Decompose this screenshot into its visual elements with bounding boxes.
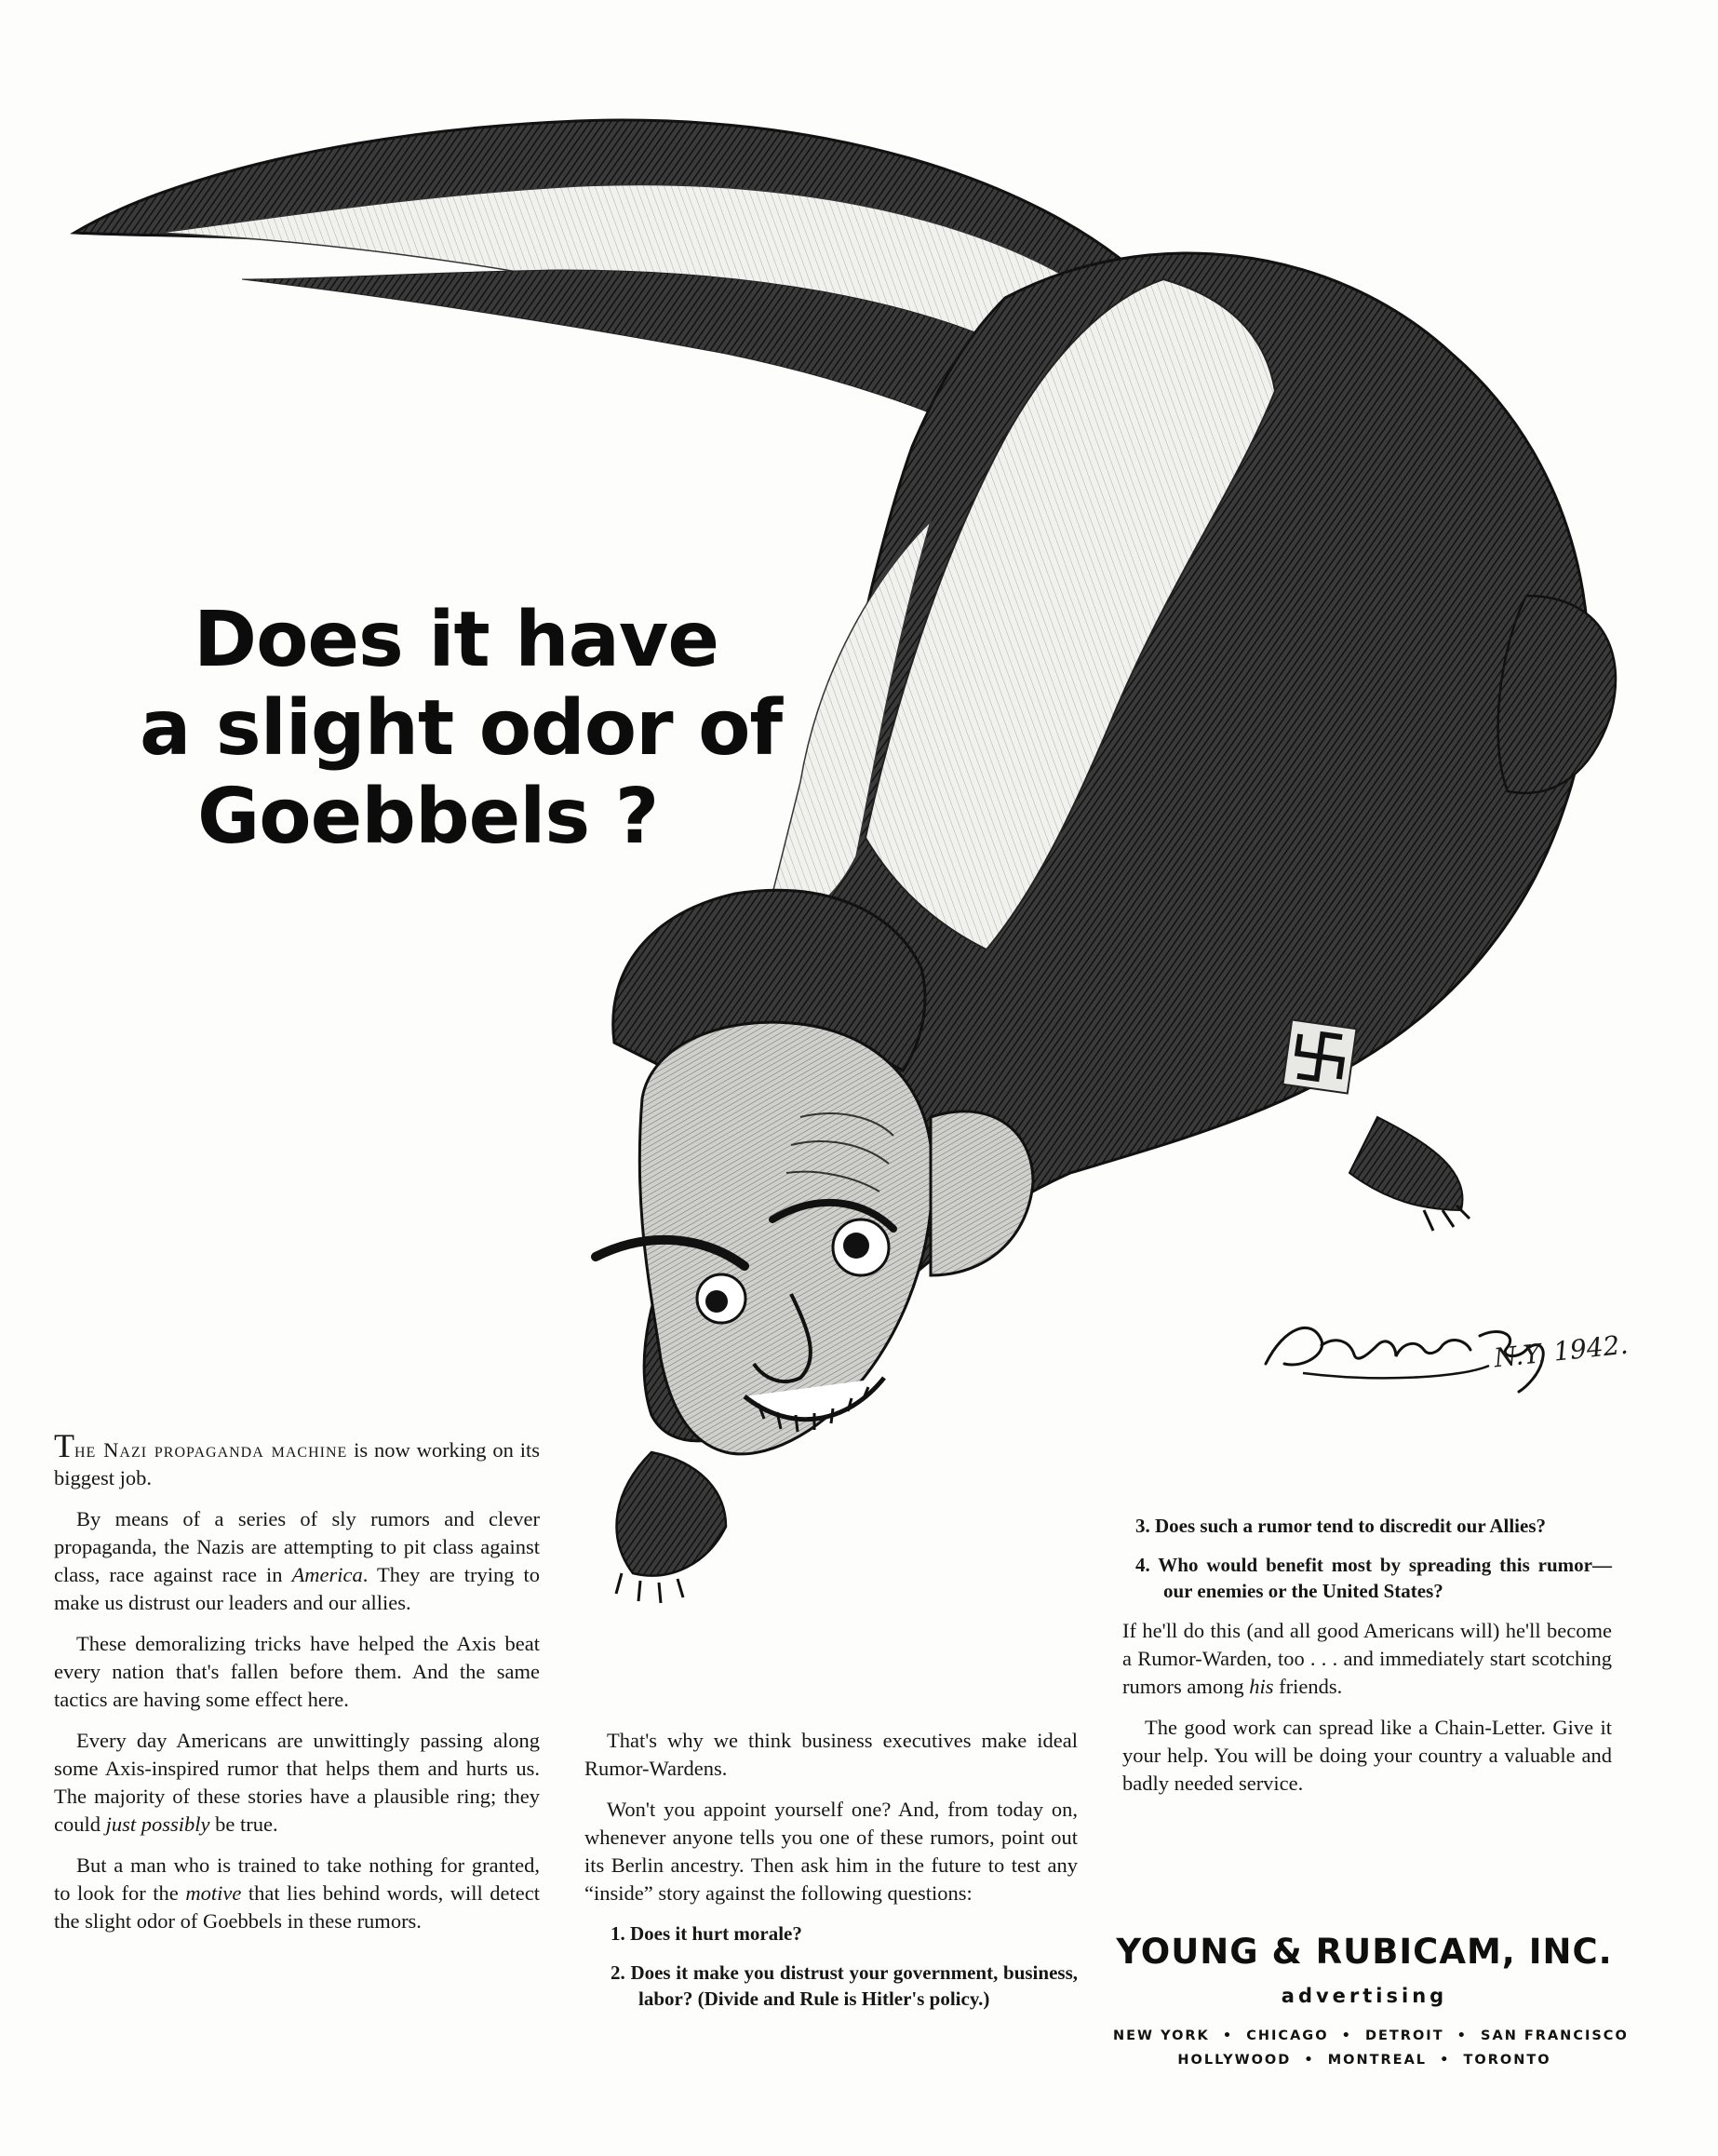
signature-date: N.Y. 1942.: [1492, 1328, 1630, 1374]
paragraph: The good work can spread like a Chain-Letter. Give it your help. You will be doing your country a valuable and badly needed service.: [1122, 1716, 1612, 1795]
text-run: . They are trying to make us distrust our leaders and our allies.: [54, 1563, 540, 1614]
question-2: 2. Does it make you distrust your government, business, labor? (Divide and Rule is Hitler's policy.): [611, 1961, 1078, 2010]
question-4: 4. Who would benefit most by spreading this rumor—our enemies or the United States?: [1135, 1554, 1612, 1602]
emphasis: just possibly: [105, 1812, 210, 1836]
agency-name: YOUNG & RUBICAM, INC.: [1116, 1932, 1613, 1972]
headline-line-3: Goebbels ?: [197, 773, 659, 862]
agency-cities: [1113, 2024, 1629, 2072]
text-run: that lies behind words, will detect the slight odor of Goebbels in these rumors.: [54, 1881, 541, 1933]
body-column-3: [1122, 1513, 1612, 1811]
agency-block: [1113, 1932, 1629, 2072]
text-run: By means of a series of sly rumors and clever propaganda, the Nazis are attempting to pit class against class, race against race in: [54, 1507, 540, 1586]
question-1: 1. Does it hurt morale?: [611, 1922, 802, 1945]
cities-line-1: NEW YORK • CHICAGO • DETROIT • SAN FRANCISCO: [1113, 2028, 1629, 2043]
text-run: But a man who is trained to take nothing for granted, to look for the: [54, 1853, 540, 1905]
question-3: 3. Does such a rumor tend to discredit our Allies?: [1135, 1515, 1547, 1537]
emphasis: motive: [185, 1881, 242, 1905]
lead-smallcaps: he Nazi propaganda machine: [74, 1438, 348, 1462]
headline-line-2: a slight odor of: [140, 684, 783, 774]
paragraph: [54, 1852, 540, 1935]
cities-line-2: HOLLYWOOD • MONTREAL • TORONTO: [1177, 2053, 1551, 2068]
paragraph: [1122, 1617, 1612, 1701]
text-run: be true.: [209, 1812, 278, 1836]
lead-rest: is now working on its biggest job.: [54, 1438, 540, 1489]
paragraph: [54, 1505, 540, 1617]
body-column-2: [584, 1727, 1078, 2025]
swastika-icon: [1282, 1019, 1356, 1093]
agency-subtitle: advertising: [1281, 1985, 1448, 2007]
lead-paragraph: [54, 1427, 540, 1492]
paragraph: These demoralizing tricks have helped the Axis beat every nation that's fallen before them. And the same tactics are having some effect here.: [54, 1632, 540, 1711]
emphasis: America: [291, 1563, 363, 1586]
text-run: Every day Americans are unwittingly passing along some Axis-inspired rumor that helps them and hurts us. The majority of these stories have a plausible ring; they could: [54, 1729, 540, 1836]
paragraph: That's why we think business executives make ideal Rumor-Wardens.: [584, 1729, 1078, 1780]
paragraph: [54, 1727, 540, 1839]
emphasis: his: [1249, 1675, 1274, 1698]
text-run: friends.: [1273, 1675, 1343, 1698]
paragraph: Won't you appoint yourself one? And, from today on, whenever anyone tells you one of these rumors, point out its Berlin ancestry. Then ask him in the future to test any “inside” story against the following questions:: [584, 1798, 1078, 1905]
text-run: If he'll do this (and all good Americans will) he'll become a Rumor-Warden, too . . . and immediately start scotching rumors among: [1122, 1619, 1612, 1698]
body-column-1: [54, 1427, 541, 1948]
question-block: [1122, 1513, 1612, 1604]
drop-cap: T: [54, 1427, 74, 1464]
headline-line-1: Does it have: [194, 596, 719, 684]
headline: [140, 596, 783, 862]
